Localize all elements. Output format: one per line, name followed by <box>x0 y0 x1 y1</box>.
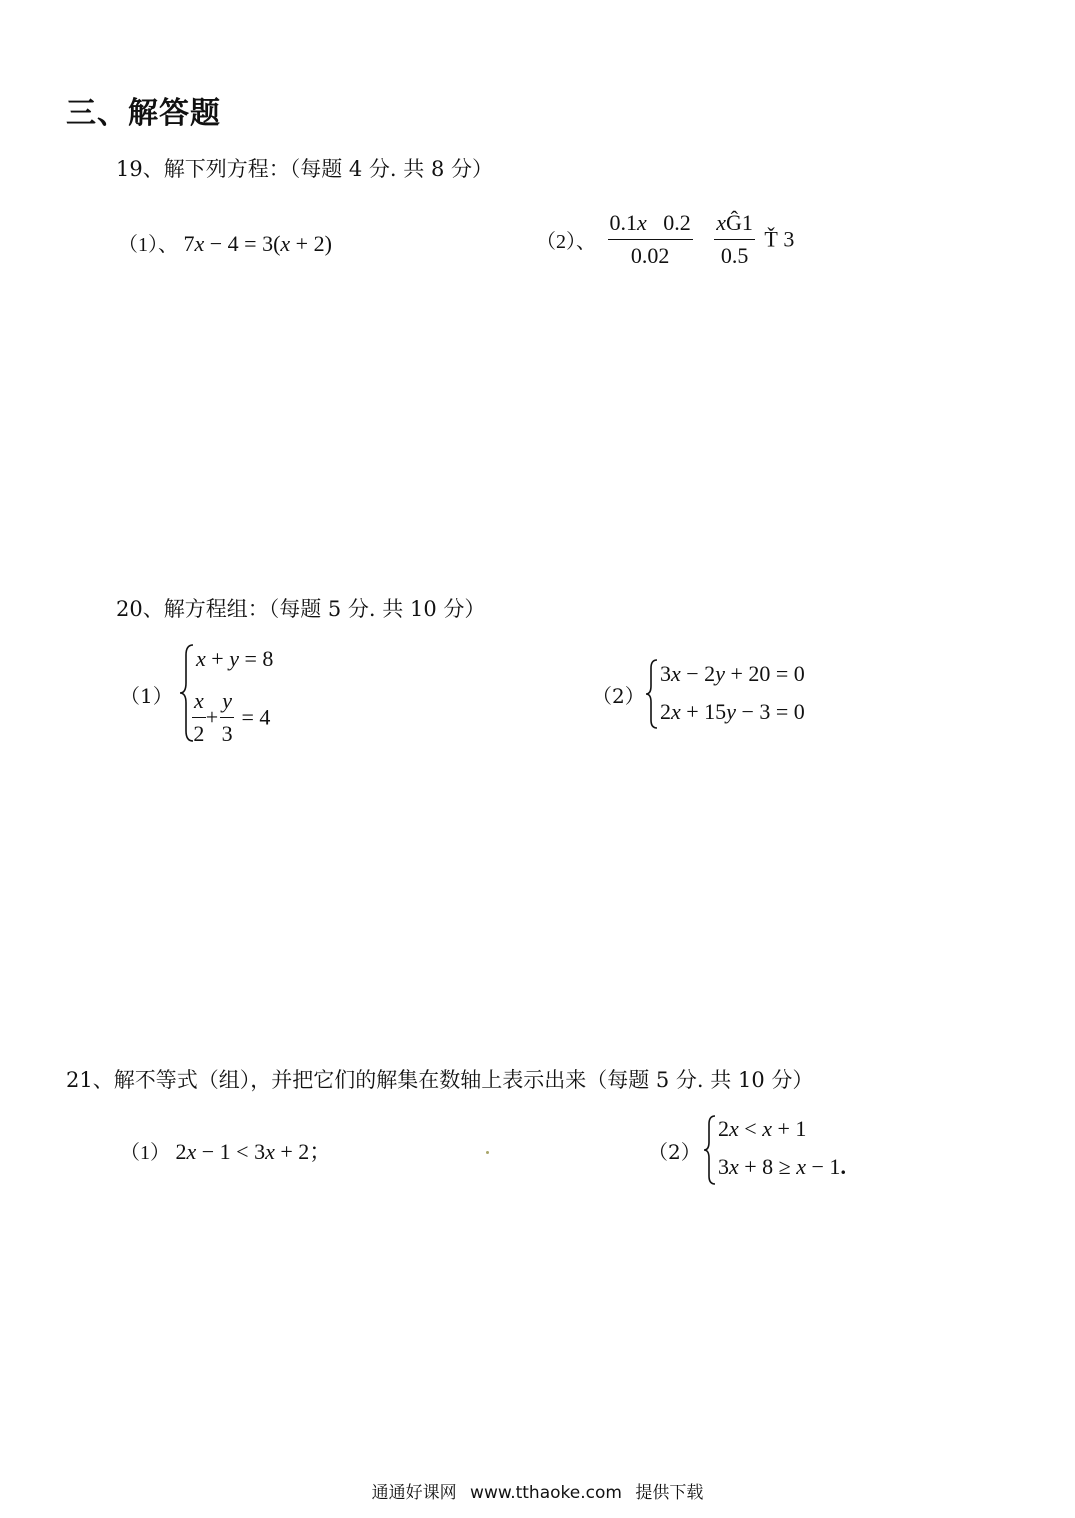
q20-p1-eq2-xd: 2 <box>193 721 205 746</box>
q21-part2-brace <box>702 1114 718 1186</box>
q20-p2-eq1-x: x <box>671 661 681 686</box>
q21-p2-eq1-x: x <box>729 1116 739 1141</box>
q20-p2-eq2-y: y <box>726 699 736 724</box>
q19-part1 <box>118 228 332 257</box>
q21-p2-eq2-a: 3 <box>718 1154 729 1179</box>
q20-p1-eq1-x: x <box>196 646 206 671</box>
q21-part1-label: （1） <box>120 1142 170 1164</box>
q21-part2-eq2 <box>718 1154 846 1180</box>
q19-part2-tail: Ť 3 <box>764 226 795 252</box>
q21-p2-eq1-c: + 1 <box>771 1116 807 1141</box>
q20-p2-eq1-b: − 2 <box>680 661 716 686</box>
q20-p1-eq2-plus: + <box>205 704 219 730</box>
q21-p2-period: . <box>840 1154 846 1179</box>
frac1-num-a: 0.1 <box>609 210 637 235</box>
q20-part2-eq2 <box>660 699 805 725</box>
frac2-den: 0.5 <box>720 243 749 268</box>
q21-p1-x: x <box>186 1139 197 1164</box>
q20-part2-brace <box>644 658 660 730</box>
q20-part2-label: （2） <box>592 684 645 708</box>
q19-part2 <box>536 210 794 269</box>
q21-p2-eq2-b: + 8 ≥ <box>738 1154 797 1179</box>
stray-dot <box>486 1151 489 1154</box>
q21-p2-eq2-x2: x <box>796 1154 807 1179</box>
q20-p1-eq1-y: y <box>229 646 239 671</box>
q19-part1-tail: + 2) <box>290 231 332 256</box>
q19-part1-var: x <box>194 231 205 256</box>
q20-p2-eq1-y: y <box>715 661 725 686</box>
q20-title: 20、解方程组：（每题 5 分. 共 10 分） <box>116 597 486 621</box>
q20-p1-eq1-rest: = 8 <box>238 646 274 671</box>
q21-p1-x2: x <box>265 1139 275 1164</box>
q20-p1-eq2-yn: y <box>222 688 232 713</box>
q21-p1-a: 2 <box>175 1139 187 1164</box>
q19-part1-coef: 7 <box>183 231 195 256</box>
frac1-num-x: x <box>637 210 647 235</box>
q21-title: 21、解不等式（组），并把它们的解集在数轴上表示出来（每题 5 分. 共 10 分） <box>66 1068 814 1092</box>
q21-part2-label: （2） <box>648 1140 701 1164</box>
footer-url[interactable]: www.tthaoke.com <box>470 1483 622 1503</box>
q21-p2-eq1-b: < <box>738 1116 763 1141</box>
q20-p2-eq1-c: + 20 = 0 <box>724 661 805 686</box>
frac1-den: 0.02 <box>630 243 670 268</box>
q20-p2-eq2-c: − 3 = 0 <box>735 699 805 724</box>
q19-part2-label: （2）、 <box>536 231 596 253</box>
q20-p2-eq2-a: 2 <box>660 699 671 724</box>
q19-part1-middle: − 4 = 3( <box>204 231 281 256</box>
frac1-num-b: 0.2 <box>663 210 691 235</box>
q19-part2-fraction1 <box>608 210 693 269</box>
q20-p2-eq2-x: x <box>671 699 681 724</box>
frac2-num-b: Ĝ1 <box>726 210 753 235</box>
q21-p2-eq1-a: 2 <box>718 1116 729 1141</box>
section-title: 三、解答题 <box>66 96 221 131</box>
q21-p2-eq2-c: − 1 <box>806 1154 841 1179</box>
q19-part2-fraction2 <box>714 210 755 269</box>
q20-p1-eq1-mid: + <box>205 646 230 671</box>
q20-p1-eq2-rest: = 4 <box>235 704 271 730</box>
q20-p2-eq2-b: + 15 <box>680 699 727 724</box>
q20-part1-eq2 <box>192 688 270 747</box>
q21-part2-eq1 <box>718 1116 806 1142</box>
footer-site-name: 通通好课网 <box>371 1483 457 1503</box>
footer-suffix: 提供下载 <box>635 1483 704 1503</box>
q19-part1-label: （1）、 <box>118 234 178 256</box>
q20-p1-eq2-xn: x <box>194 688 204 713</box>
q21-p1-b: − 1 < 3 <box>196 1139 266 1164</box>
q20-part1-eq1 <box>196 646 273 672</box>
q21-part1 <box>120 1135 331 1166</box>
q19-title: 19、解下列方程：（每题 4 分. 共 8 分） <box>116 157 493 181</box>
q20-part1-label: （1） <box>120 684 173 708</box>
q20-p1-eq2-yd: 3 <box>221 721 233 746</box>
q19-part1-var2: x <box>280 231 291 256</box>
frac2-num-x: x <box>716 210 727 235</box>
q21-p2-eq2-x: x <box>729 1154 739 1179</box>
q20-p2-eq1-a: 3 <box>660 661 671 686</box>
q20-part2-eq1 <box>660 661 805 687</box>
q21-p2-eq1-x2: x <box>762 1116 772 1141</box>
q21-p1-c: + 2； <box>274 1139 332 1164</box>
page-footer <box>0 1478 1075 1503</box>
